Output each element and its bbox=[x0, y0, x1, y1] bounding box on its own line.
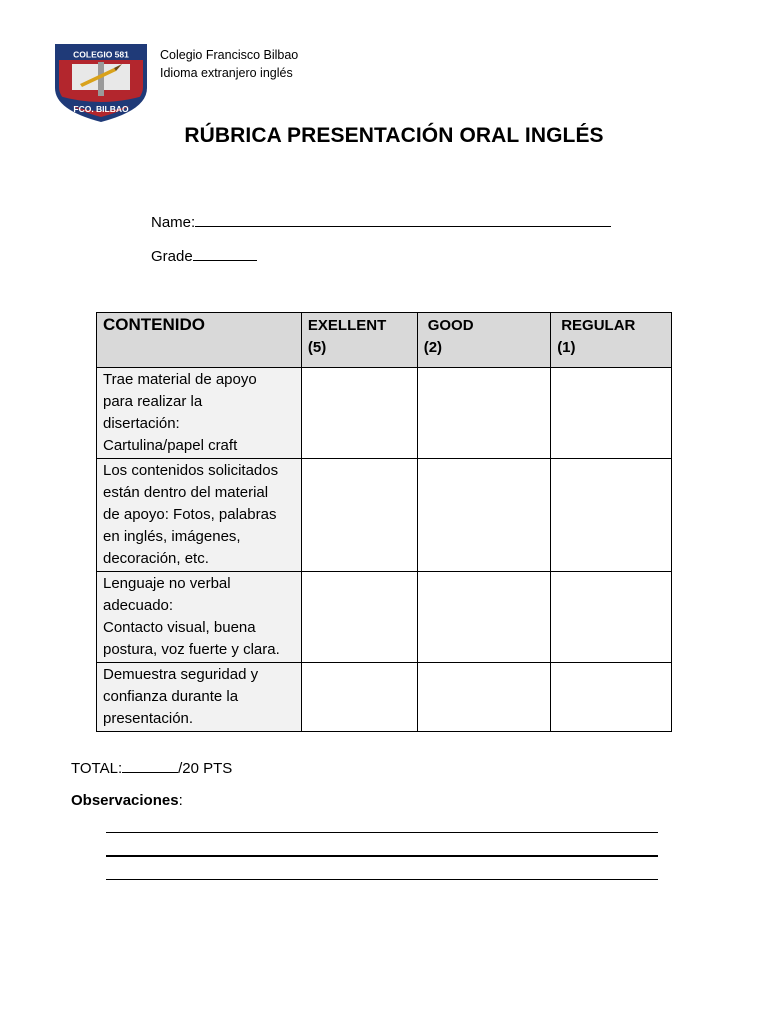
criterion-text: confianza durante la bbox=[103, 688, 239, 705]
school-name: Colegio Francisco Bilbao bbox=[160, 48, 299, 62]
criterion-cell bbox=[97, 572, 302, 663]
criterion-text: Los contenidos solicitados bbox=[103, 462, 279, 479]
header-level-regular bbox=[551, 313, 672, 368]
criterion-text: para realizar la bbox=[103, 393, 203, 410]
criterion-text: Trae material de apoyo bbox=[103, 371, 257, 388]
criterion-text: adecuado: bbox=[103, 597, 174, 614]
score-cell-good[interactable] bbox=[417, 368, 550, 459]
subject-name: Idioma extranjero inglés bbox=[160, 66, 293, 80]
criterion-text: Cartulina/papel craft bbox=[103, 437, 238, 454]
criterion-text: Contacto visual, buena bbox=[103, 619, 256, 636]
criterion-text: decoración, etc. bbox=[103, 550, 209, 567]
score-cell-good[interactable] bbox=[417, 572, 550, 663]
level-label: EXELLENT bbox=[307, 317, 387, 334]
criterion-text: están dentro del material bbox=[103, 484, 269, 501]
observaciones-label: Observaciones bbox=[71, 792, 179, 809]
header-contenido: CONTENIDO bbox=[97, 313, 302, 368]
logo-top-text: COLEGIO 581 bbox=[73, 49, 129, 60]
level-label: REGULAR bbox=[561, 317, 636, 334]
grade-blank-line bbox=[193, 246, 257, 261]
grade-field bbox=[151, 246, 257, 265]
score-cell-excellent[interactable] bbox=[301, 459, 417, 572]
document-title: RÚBRICA PRESENTACIÓN ORAL INGLÉS bbox=[184, 124, 604, 147]
score-cell-regular[interactable] bbox=[551, 663, 672, 732]
criterion-text: presentación. bbox=[103, 710, 194, 727]
logo-bottom-text: FCO. BILBAO bbox=[73, 104, 129, 114]
name-label: Name: bbox=[151, 214, 196, 231]
school-crest-logo bbox=[52, 40, 150, 124]
criterion-text: en inglés, imágenes, bbox=[103, 528, 241, 545]
criterion-cell bbox=[97, 459, 302, 572]
score-cell-excellent[interactable] bbox=[301, 368, 417, 459]
level-label: GOOD bbox=[427, 317, 474, 334]
total-suffix: /20 PTS bbox=[178, 760, 233, 777]
score-cell-good[interactable] bbox=[417, 459, 550, 572]
score-cell-regular[interactable] bbox=[551, 459, 672, 572]
total-field bbox=[71, 758, 232, 777]
observaciones-line-3 bbox=[106, 879, 658, 880]
name-blank-line bbox=[195, 212, 611, 227]
grade-label: Grade bbox=[151, 248, 193, 265]
observaciones-heading bbox=[71, 792, 183, 809]
score-cell-excellent[interactable] bbox=[301, 663, 417, 732]
criterion-cell bbox=[97, 368, 302, 459]
score-cell-excellent[interactable] bbox=[301, 572, 417, 663]
criterion-text: disertación: bbox=[103, 415, 180, 432]
total-label: TOTAL: bbox=[71, 760, 123, 777]
observaciones-line-2 bbox=[106, 855, 658, 857]
score-cell-regular[interactable] bbox=[551, 572, 672, 663]
header-level-good bbox=[417, 313, 550, 368]
level-points: (5) bbox=[307, 339, 327, 356]
rubric-row bbox=[97, 663, 672, 732]
rubric-header-row bbox=[97, 313, 672, 368]
rubric-row bbox=[97, 572, 672, 663]
level-points: (2) bbox=[423, 339, 443, 356]
score-cell-regular[interactable] bbox=[551, 368, 672, 459]
criterion-cell bbox=[97, 663, 302, 732]
rubric-row bbox=[97, 459, 672, 572]
criterion-text: de apoyo: Fotos, palabras bbox=[103, 506, 277, 523]
observaciones-colon: : bbox=[178, 792, 183, 809]
rubric-row bbox=[97, 368, 672, 459]
name-field bbox=[151, 212, 611, 231]
criterion-text: Lenguaje no verbal bbox=[103, 575, 231, 592]
score-cell-good[interactable] bbox=[417, 663, 550, 732]
header-level-excellent bbox=[301, 313, 417, 368]
observaciones-line-1 bbox=[106, 832, 658, 833]
criterion-text: postura, voz fuerte y clara. bbox=[103, 641, 280, 658]
level-points: (1) bbox=[557, 339, 576, 356]
total-blank-line bbox=[122, 758, 178, 773]
rubric-table bbox=[96, 312, 672, 732]
criterion-text: Demuestra seguridad y bbox=[103, 666, 259, 683]
school-info bbox=[160, 46, 298, 82]
